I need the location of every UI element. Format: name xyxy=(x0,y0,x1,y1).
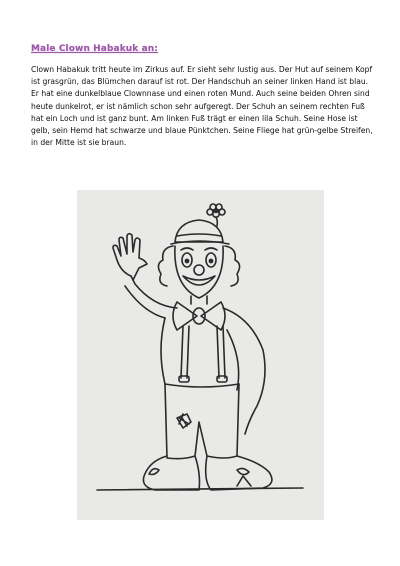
clown-drawing-photo xyxy=(77,190,324,520)
clown-nose xyxy=(194,265,204,275)
floor-line xyxy=(97,488,303,490)
shoe-with-hole xyxy=(143,456,199,490)
page-title: Male Clown Habakuk an: xyxy=(31,44,158,54)
torso-right xyxy=(223,308,265,434)
trouser-patch xyxy=(177,414,191,428)
eyes xyxy=(181,248,217,267)
trousers-waist xyxy=(165,384,239,387)
hat xyxy=(175,220,223,242)
hair-right xyxy=(225,246,240,286)
instructions-paragraph: Clown Habakuk tritt heute im Zirkus auf. Er sieht sehr lustig aus. Der Hut auf seinem Kopf ist grasgrün, das Blümchen darauf ist rot. Der Handschuh an seiner linken Hand ist blau. Er hat eine dunkelblaue Clownnase und einen roten Mund. Auch seine beiden Ohren sind heute dunkelrot, er ist nämlich schon sehr aufgeregt. Der Schuh an seinem rechten Fuß hat ein Loch und ist ganz bunt. Am linken Fuß trägt er einen lila Schuh. Seine Hose ist gelb, sein Hemd hat schwarze und blaue Pünktchen. Seine Fliege hat grün-gelbe Streifen, in der Mitte ist sie braun. xyxy=(31,65,373,148)
glove xyxy=(113,234,147,280)
waving-arm xyxy=(131,276,177,308)
torso-left xyxy=(161,318,165,384)
clown-line-drawing xyxy=(77,190,324,520)
mouth xyxy=(183,276,215,285)
hair-left xyxy=(158,246,173,286)
trousers xyxy=(165,384,239,459)
face xyxy=(175,246,223,298)
suspenders xyxy=(179,326,227,382)
